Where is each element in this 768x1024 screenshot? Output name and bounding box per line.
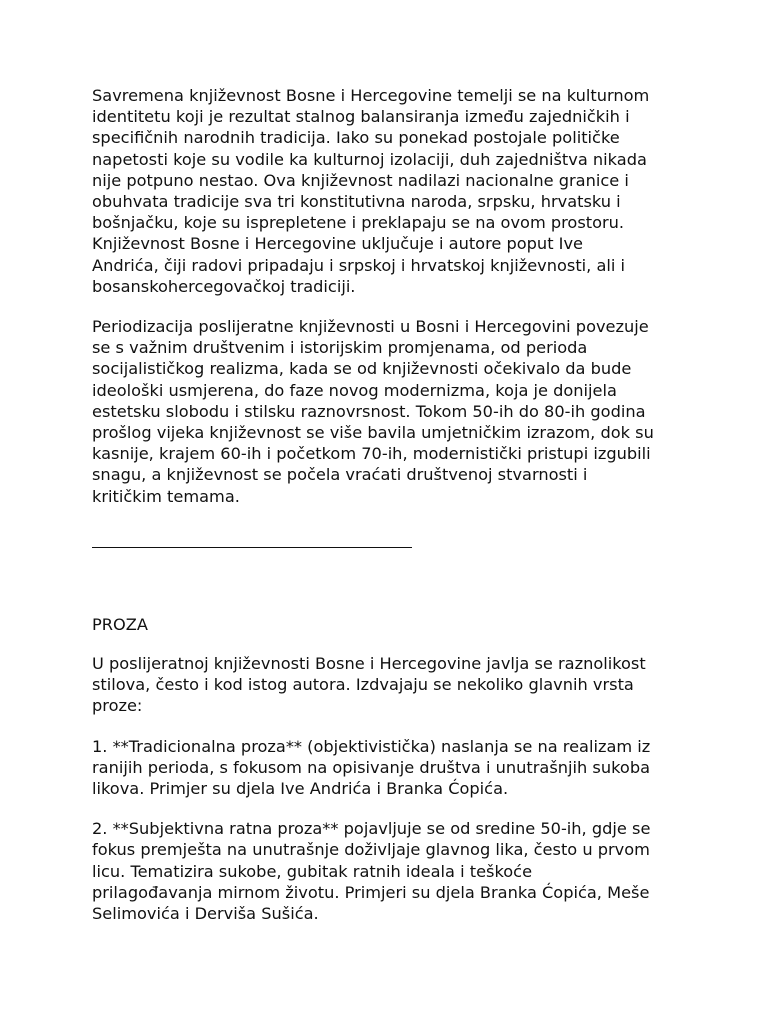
paragraph-intro-1: Savremena književnost Bosne i Hercegovine temelji se na kulturnom identitetu koji je rezultat stalnog balansiranja između zajedničkih i specifičnih narodnih tradicija. Iako su ponekad postojale političke napetosti koje su vodile ka kulturnoj izolaciji, duh zajedništva nikada nije potpuno nestao. Ova književnost nadilazi nacionalne granice i obuhvata tradicije sva tri konstitutivna naroda, srpsku, hrvatsku i bošnjačku, koje su isprepletene i preklapaju se na ovom prostoru. Književnost Bosne i Hercegovine uključuje i autore poput Ive Andrića, čiji radovi pripadaju i srpskoj i hrvatskoj književnosti, ali i bosanskohercegovačkoj tradiciji.	[92, 86, 650, 296]
section-heading: PROZA	[92, 614, 148, 634]
section-intro: U poslijeratnoj književnosti Bosne i Hercegovine javlja se raznolikost stilova, često i kod istog autora. Izdvajaju se nekoliko glavnih vrsta proze:	[92, 654, 646, 716]
list-item: 2. **Subjektivna ratna proza** pojavljuje se od sredine 50-ih, gdje se fokus premješta na unutrašnje doživljaje glavnog lika, često u prvom licu. Tematizira sukobe, gubitak ratnih ideala i teškoće prilagođavanja mirnom životu. Primjeri su djela Branka Ćopića, Meše Selimovića i Derviša Sušića.	[92, 819, 651, 924]
document-page	[92, 85, 692, 943]
horizontal-rule	[92, 547, 412, 548]
paragraph-intro-2: Periodizacija poslijeratne književnosti u Bosni i Hercegovini povezuje se s važnim društvenim i istorijskim promjenama, od perioda socijalističkog realizma, kada se od književnosti očekivalo da bude ideološki usmjerena, do faze novog modernizma, koja je donijela estetsku slobodu i stilsku raznovrsnost. Tokom 50-ih do 80-ih godina prošlog vijeka književnost se više bavila umjetničkim izrazom, dok su kasnije, krajem 60-ih i početkom 70-ih, modernistički pristupi izgubili snagu, a književnost se počela vraćati društvenoj stvarnosti i kritičkim temama.	[92, 317, 654, 506]
list-item: 1. **Tradicionalna proza** (objektivistička) naslanja se na realizam iz ranijih perioda, s fokusom na opisivanje društva i unutrašnjih sukoba likova. Primjer su djela Ive Andrića i Branka Ćopića.	[92, 736, 651, 799]
